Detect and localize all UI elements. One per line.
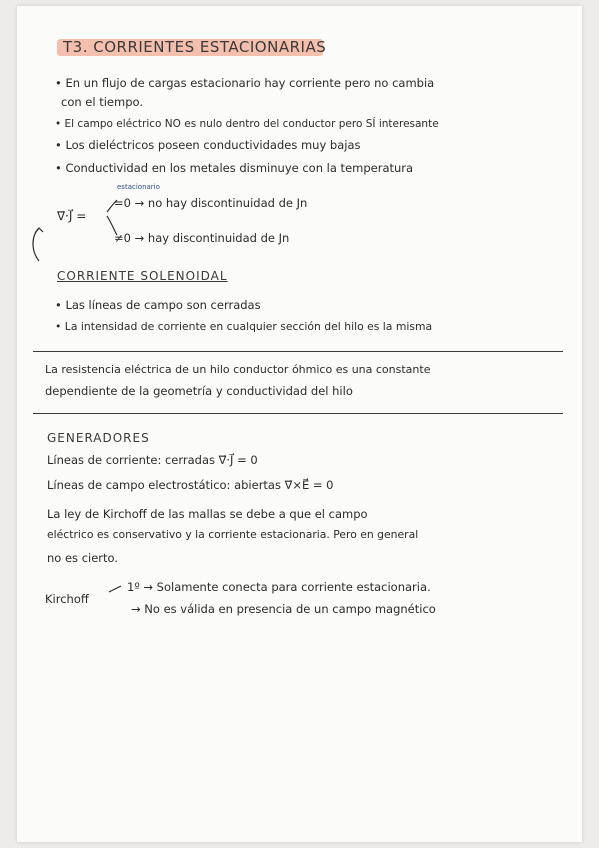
notebook-page: [17, 6, 582, 842]
section-heading: CORRIENTE SOLENOIDAL: [57, 269, 228, 283]
equation-case-2: ≠0 → hay discontinuidad de Jn: [114, 231, 290, 245]
body-line: La ley de Kirchoff de las mallas se debe a que el campo: [47, 507, 368, 521]
kirchoff-item: → No es válida en presencia de un campo magnético: [131, 602, 436, 616]
bullet-line: • La intensidad de corriente en cualquier sección del hilo es la misma: [55, 320, 433, 333]
body-line: dependiente de la geometría y conductividad del hilo: [45, 384, 353, 398]
bullet-line: • Los dieléctricos poseen conductividades muy bajas: [55, 138, 361, 152]
bullet-line: • Las líneas de campo son cerradas: [55, 298, 261, 312]
body-line: eléctrico es conservativo y la corriente estacionaria. Pero en general: [47, 528, 419, 541]
body-line: no es cierto.: [47, 551, 119, 565]
body-line: Líneas de corriente: cerradas ∇⃗·J⃗ = 0: [47, 453, 258, 467]
equation-case-1: =0 → no hay discontinuidad de Jn: [114, 196, 308, 210]
brace-drawing: [17, 6, 582, 842]
page-title: T3. CORRIENTES ESTACIONARIAS: [63, 38, 327, 56]
bullet-line: • En un flujo de cargas estacionario hay corriente pero no cambia: [55, 76, 435, 90]
section-heading: GENERADORES: [47, 431, 150, 445]
body-line: La resistencia eléctrica de un hilo conductor óhmico es una constante: [45, 363, 431, 376]
kirchoff-item: 1º → Solamente conecta para corriente estacionaria.: [127, 580, 431, 594]
bullet-line: • El campo eléctrico NO es nulo dentro del conductor pero SÍ interesante: [55, 118, 439, 130]
bullet-line: • Conductividad en los metales disminuye con la temperatura: [55, 161, 414, 175]
body-line: Líneas de campo electrostático: abiertas ∇⃗×E⃗ = 0: [47, 478, 334, 492]
kirchoff-label: Kirchoff: [45, 592, 89, 606]
bullet-line: con el tiempo.: [61, 95, 143, 109]
equation-lhs: ∇⃗·J⃗ =: [57, 209, 87, 223]
equation-note: estacionario: [117, 183, 160, 191]
